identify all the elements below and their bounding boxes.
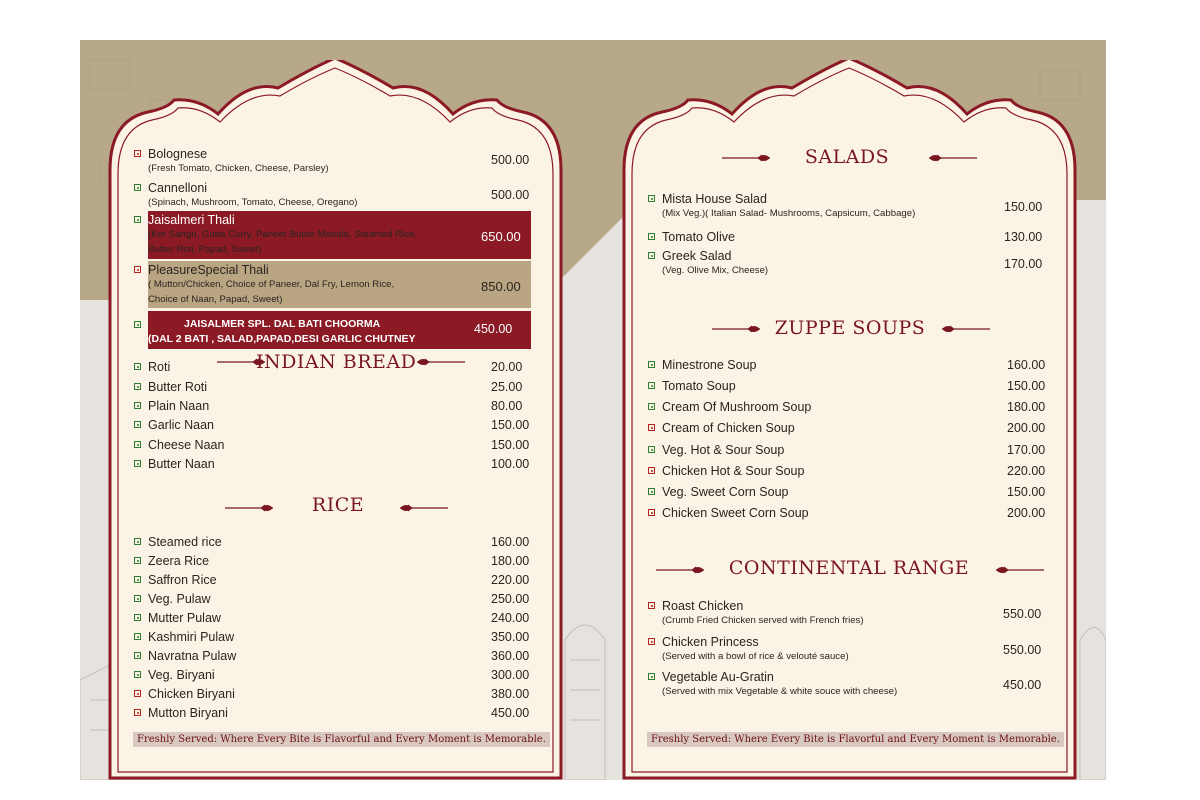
item-price: 150.00 bbox=[491, 418, 530, 432]
item-name: Minestrone Soup bbox=[662, 358, 757, 372]
item-price: 500.00 bbox=[491, 188, 530, 202]
veg-square-icon bbox=[134, 557, 141, 564]
menu-item bbox=[134, 263, 534, 305]
veg-square-icon bbox=[134, 460, 141, 467]
nonveg-square-icon bbox=[648, 602, 655, 609]
nonveg-square-icon bbox=[648, 638, 655, 645]
menu-item bbox=[648, 635, 1048, 665]
veg-square-icon bbox=[134, 441, 141, 448]
item-price: 150.00 bbox=[1004, 200, 1043, 214]
item-description: (Crumb Fried Chicken served with French fries) bbox=[662, 615, 864, 626]
veg-square-icon bbox=[134, 595, 141, 602]
leaf-arrow-ornament-icon bbox=[720, 151, 772, 165]
item-name: Cheese Naan bbox=[148, 438, 225, 452]
veg-square-icon bbox=[134, 576, 141, 583]
veg-square-icon bbox=[134, 383, 141, 390]
veg-square-icon bbox=[134, 402, 141, 409]
item-name: PleasureSpecial Thali bbox=[148, 263, 269, 277]
item-name: Plain Naan bbox=[148, 399, 210, 413]
item-name: Cream of Chicken Soup bbox=[662, 421, 795, 435]
item-description: ( Mutton/Chicken, Choice of Paneer, Dal Fry, Lemon Rice, bbox=[148, 279, 395, 290]
item-name: Zeera Rice bbox=[148, 554, 210, 568]
item-name: Veg. Sweet Corn Soup bbox=[662, 485, 789, 499]
leaf-arrow-ornament-icon bbox=[927, 151, 979, 165]
item-name: Cannelloni bbox=[148, 181, 208, 195]
item-price: 360.00 bbox=[491, 649, 530, 663]
item-name: Steamed rice bbox=[148, 535, 222, 549]
right-content bbox=[622, 60, 1077, 780]
item-price: 180.00 bbox=[491, 554, 530, 568]
item-name: Mutter Pulaw bbox=[148, 611, 221, 625]
left-menu-panel bbox=[108, 60, 563, 780]
veg-square-icon bbox=[134, 216, 141, 223]
dal-bati-title: JAISALMER SPL. DAL BATI CHOORMA bbox=[184, 318, 381, 330]
veg-square-icon bbox=[134, 184, 141, 191]
item-price: 25.00 bbox=[491, 380, 523, 394]
left-tagline: Freshly Served: Where Every Bite is Flavorful and Every Moment is Memorable. bbox=[133, 732, 550, 747]
item-price: 160.00 bbox=[1007, 358, 1046, 372]
item-price: 150.00 bbox=[1007, 485, 1046, 499]
item-price: 130.00 bbox=[1004, 230, 1043, 244]
right-tagline: Freshly Served: Where Every Bite is Flavorful and Every Moment is Memorable. bbox=[647, 732, 1064, 747]
nonveg-square-icon bbox=[648, 509, 655, 516]
item-name: Veg. Pulaw bbox=[148, 592, 211, 606]
item-description: (Served with a bowl of rice & velouté sauce) bbox=[662, 651, 849, 662]
veg-square-icon bbox=[134, 538, 141, 545]
item-name: Butter Roti bbox=[148, 380, 208, 394]
leaf-arrow-ornament-icon bbox=[994, 563, 1046, 577]
dal-bati-description: (DAL 2 BATI , SALAD,PAPAD,DESI GARLIC CHUTNEY bbox=[148, 333, 416, 345]
leaf-arrow-ornament-icon bbox=[940, 322, 992, 336]
leaf-arrow-ornament-icon bbox=[398, 501, 450, 515]
veg-square-icon bbox=[648, 361, 655, 368]
item-price: 150.00 bbox=[1007, 379, 1046, 393]
item-price: 160.00 bbox=[491, 535, 530, 549]
item-name: Garlic Naan bbox=[148, 418, 214, 432]
salads-heading: SALADS bbox=[804, 146, 890, 168]
item-name: Chicken Sweet Corn Soup bbox=[662, 506, 809, 520]
leaf-arrow-ornament-icon bbox=[223, 501, 275, 515]
item-description: (Mix Veg.)( Italian Salad- Mushrooms, Capsicum, Cabbage) bbox=[662, 208, 916, 219]
veg-square-icon bbox=[134, 363, 141, 370]
menu-item bbox=[648, 192, 1048, 222]
item-description: (Fresh Tomato, Chicken, Cheese, Parsley) bbox=[148, 163, 329, 174]
menu-item bbox=[648, 249, 1048, 279]
item-description: (Veg. Olive Mix, Cheese) bbox=[662, 265, 769, 276]
menu-item bbox=[134, 147, 534, 177]
veg-square-icon bbox=[134, 614, 141, 621]
item-name: Butter Naan bbox=[148, 457, 215, 471]
right-menu-panel bbox=[622, 60, 1077, 780]
menu-item bbox=[134, 181, 534, 211]
item-price: 250.00 bbox=[491, 592, 530, 606]
menu-item bbox=[648, 599, 1048, 629]
nonveg-square-icon bbox=[648, 424, 655, 431]
veg-square-icon bbox=[134, 652, 141, 659]
leaf-arrow-ornament-icon bbox=[654, 563, 706, 577]
item-name: Kashmiri Pulaw bbox=[148, 630, 235, 644]
nonveg-square-icon bbox=[648, 467, 655, 474]
veg-square-icon bbox=[648, 673, 655, 680]
item-name: Saffron Rice bbox=[148, 573, 217, 587]
item-price: 500.00 bbox=[491, 153, 530, 167]
menu-item bbox=[648, 506, 1048, 536]
item-name: Veg. Biryani bbox=[148, 668, 215, 682]
left-content bbox=[108, 60, 563, 780]
item-name: Chicken Princess bbox=[662, 635, 759, 649]
item-price: 220.00 bbox=[491, 573, 530, 587]
item-name: Greek Salad bbox=[662, 249, 732, 263]
item-price: 200.00 bbox=[1007, 421, 1046, 435]
item-price: 20.00 bbox=[491, 360, 523, 374]
menu-item bbox=[134, 213, 534, 255]
item-name: Vegetable Au-Gratin bbox=[662, 670, 774, 684]
item-name: Chicken Hot & Sour Soup bbox=[662, 464, 805, 478]
veg-square-icon bbox=[134, 421, 141, 428]
veg-square-icon bbox=[648, 488, 655, 495]
item-name: Mutton Biryani bbox=[148, 706, 228, 720]
item-price: 150.00 bbox=[491, 438, 530, 452]
item-price: 170.00 bbox=[1007, 443, 1046, 457]
item-price: 180.00 bbox=[1007, 400, 1046, 414]
nonveg-square-icon bbox=[134, 709, 141, 716]
item-description: (Spinach, Mushroom, Tomato, Cheese, Oregano) bbox=[148, 197, 358, 208]
nonveg-square-icon bbox=[134, 150, 141, 157]
veg-square-icon bbox=[134, 671, 141, 678]
item-name: Jaisalmeri Thali bbox=[148, 213, 235, 227]
item-name: Bolognese bbox=[148, 147, 208, 161]
dal-bati-price: 450.00 bbox=[474, 322, 513, 336]
item-name: Veg. Hot & Sour Soup bbox=[662, 443, 785, 457]
dal-bati-item bbox=[134, 318, 534, 348]
veg-square-icon bbox=[648, 233, 655, 240]
item-description: (Ker Sangri, Gutta Curry, Paneer Butter Masala, Steamed Rice, bbox=[148, 229, 418, 240]
item-price: 350.00 bbox=[491, 630, 530, 644]
nonveg-square-icon bbox=[134, 266, 141, 273]
item-price: 450.00 bbox=[1003, 678, 1042, 692]
item-price: 240.00 bbox=[491, 611, 530, 625]
item-name: Mista House Salad bbox=[662, 192, 767, 206]
veg-square-icon bbox=[648, 446, 655, 453]
item-description: (Served with mix Vegetable & white souce with cheese) bbox=[662, 686, 898, 697]
veg-square-icon bbox=[134, 321, 141, 328]
item-price: 300.00 bbox=[491, 668, 530, 682]
nonveg-square-icon bbox=[134, 690, 141, 697]
item-price: 170.00 bbox=[1004, 257, 1043, 271]
item-name: Cream Of Mushroom Soup bbox=[662, 400, 812, 414]
item-description-line2: Choice of Naan, Papad, Sweet) bbox=[148, 294, 283, 305]
veg-square-icon bbox=[648, 252, 655, 259]
rice-heading: RICE bbox=[311, 494, 365, 516]
item-price: 200.00 bbox=[1007, 506, 1046, 520]
item-price: 80.00 bbox=[491, 399, 523, 413]
item-name: Navratna Pulaw bbox=[148, 649, 237, 663]
item-price: 650.00 bbox=[481, 229, 521, 244]
item-price: 100.00 bbox=[491, 457, 530, 471]
item-price: 550.00 bbox=[1003, 607, 1042, 621]
item-name: Tomato Olive bbox=[662, 230, 735, 244]
item-name: Chicken Biryani bbox=[148, 687, 235, 701]
item-price: 380.00 bbox=[491, 687, 530, 701]
item-price: 450.00 bbox=[491, 706, 530, 720]
item-description-line2: Butter Roti, Papad, Sweet) bbox=[148, 244, 262, 255]
menu-item bbox=[134, 457, 534, 487]
veg-square-icon bbox=[134, 633, 141, 640]
zuppe-soups-heading: ZUPPE SOUPS bbox=[774, 317, 926, 339]
item-price: 550.00 bbox=[1003, 643, 1042, 657]
item-price: 850.00 bbox=[481, 279, 521, 294]
item-name: Roast Chicken bbox=[662, 599, 744, 613]
indian-bread-heading: INDIAN BREAD bbox=[256, 351, 417, 373]
menu-item bbox=[648, 670, 1048, 700]
item-price: 220.00 bbox=[1007, 464, 1046, 478]
veg-square-icon bbox=[648, 382, 655, 389]
item-name: Tomato Soup bbox=[662, 379, 736, 393]
item-name: Roti bbox=[148, 360, 171, 374]
veg-square-icon bbox=[648, 403, 655, 410]
continental-range-heading: CONTINENTAL RANGE bbox=[728, 557, 970, 579]
leaf-arrow-ornament-icon bbox=[710, 322, 762, 336]
veg-square-icon bbox=[648, 195, 655, 202]
